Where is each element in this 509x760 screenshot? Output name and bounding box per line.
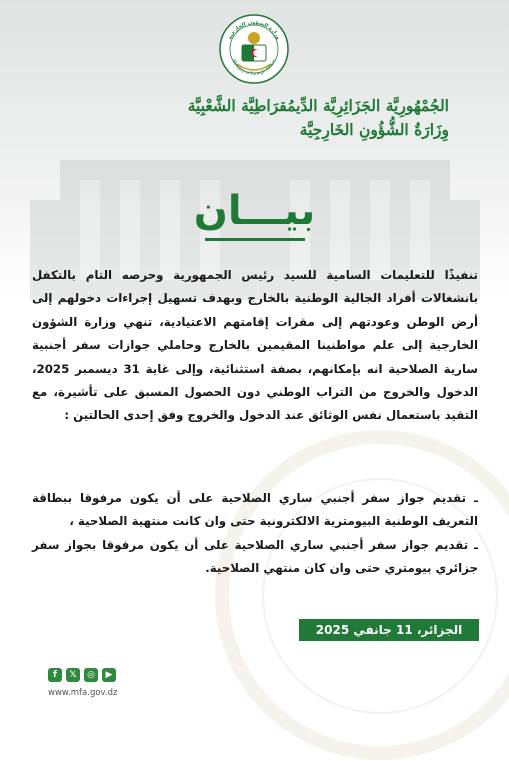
youtube-icon[interactable]: ▶ [102, 668, 116, 682]
republic-name: الجُمْهُورِيَّة الجَزَائِرِيَّة الدِّيمُقرَاطِيَّة الشَّعْبِيَّة [187, 96, 449, 115]
date-badge: الجزائر، 11 جانفي 2025 [299, 619, 479, 641]
instagram-icon[interactable]: ◎ [84, 668, 98, 682]
social-links [48, 668, 116, 682]
website-link[interactable]: www.mfa.gov.dz [48, 688, 118, 698]
list-item: ـ تقديم جواز سفر أجنبي ساري الصلاحية على أن يكون مرفوقا بجواز سفر جزائري بيومتري حتى وان كان منتهي الصلاحية. [32, 537, 478, 576]
list-item: ـ تقديم جواز سفر أجنبي ساري الصلاحية على أن يكون مرفوقا ببطاقة التعريف الوطنية البيومترية الالكترونية حتى وان كانت منتهية الصلاحية ، [32, 491, 478, 529]
document-title: بيـــان [193, 188, 316, 234]
title-underline [205, 238, 305, 241]
logo-english-ring-text: Ministry of Foreign Affairs [230, 58, 278, 78]
facebook-icon[interactable]: f [48, 668, 62, 682]
ministry-name: وِزَارَةُ الشُّؤُونِ الخَارِجِيَّة [299, 120, 449, 139]
conditions-list [32, 487, 478, 581]
ministry-logo [219, 14, 289, 84]
logo-arabic-ring-text: وزارة الشؤون الخارجية [227, 19, 281, 41]
statement-body: تنفيذًا للتعليمات السامية للسيد رئيس الجمهورية وحرصه التام بالتكفل بانشغالات أفراد الجالية الوطنية بالخارج وبهدف تسهيل إجراءات دخولهم إلى أرض الوطن وعودتهم إلى مقرات إقامتهم الاعتيادية، تنهي وزارة الشؤون الخارجية إلى علم مواطنينا المقيمين بالخارج وحاملي جوازات سفر أجنبية سارية الصلاحية انه بإمكانهم، بصفة استثنائية، وإلى غاية 31 ديسمبر 2025، الدخول والخروج من التراب الوطني دون الحصول المسبق على تأشيرة، مع التقيد باستعمال نفس الوثائق عند الدخول والخروج وفق إحدى الحالتين : [32, 268, 479, 423]
x-icon[interactable]: 𝕏 [66, 668, 80, 682]
